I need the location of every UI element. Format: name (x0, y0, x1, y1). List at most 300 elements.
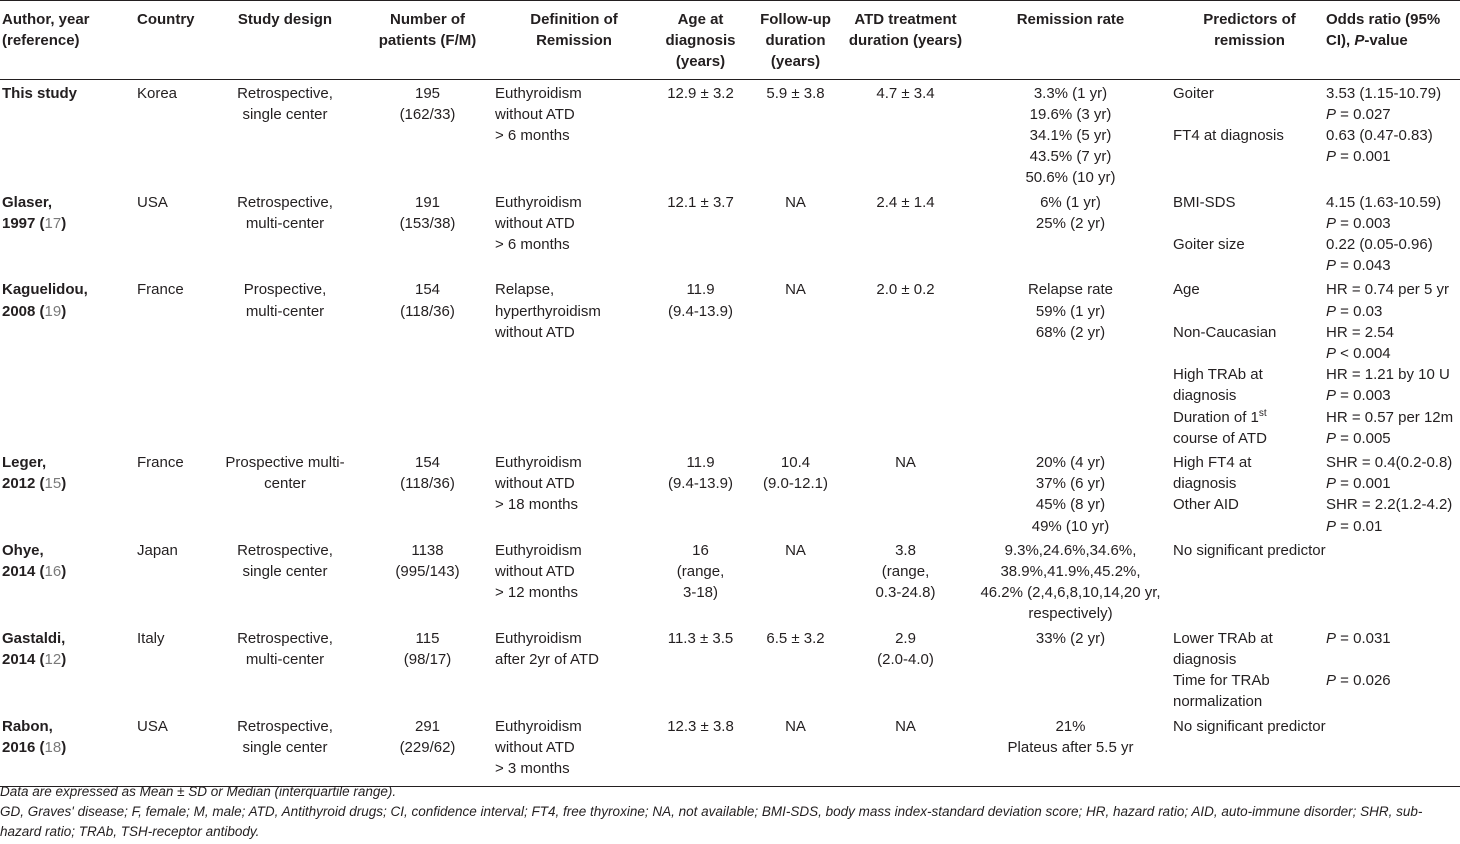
header-remission: Remission rate (968, 1, 1173, 80)
followup-cell-line: NA (785, 541, 806, 559)
author-name: Ohye, (2, 541, 44, 559)
predictor-spacer (1173, 255, 1326, 276)
design-cell-line: multi-center (245, 214, 325, 232)
atd-cell-line: 0.3-24.8) (875, 584, 936, 602)
definition-cell-line: without ATD (495, 738, 575, 756)
country-cell (137, 449, 210, 537)
odds-item (1326, 494, 1460, 536)
country-cell (137, 625, 210, 713)
odds-item (1326, 322, 1460, 364)
header-country: Country (137, 1, 210, 80)
table-footnotes (0, 782, 1460, 842)
p-italic: P (1354, 32, 1365, 50)
age-cell-line: 11.3 ± 3.5 (667, 629, 734, 647)
remission-cell-line: 25% (2 yr) (1035, 214, 1106, 232)
header-age: Age at diagnosis (years) (653, 1, 748, 80)
odds-line: HR = 1.21 by 10 U (1326, 366, 1450, 384)
reference-link[interactable]: 16 (44, 563, 62, 581)
followup-cell (748, 276, 843, 449)
author-name: Glaser, (2, 193, 53, 211)
definition-cell-line: without ATD (495, 214, 575, 232)
age-cell (653, 276, 748, 449)
predictors-cell (1173, 537, 1326, 625)
atd-cell-line: 4.7 ± 3.4 (876, 84, 935, 102)
author-cell (0, 449, 137, 537)
predictor-line: diagnosis (1173, 387, 1237, 405)
predictor-line: Time for TRAb (1173, 672, 1270, 690)
remission-cell-line: 45% (8 yr) (1035, 496, 1106, 514)
table-row (0, 449, 1460, 537)
odds-item (1326, 192, 1460, 234)
predictor-item (1173, 322, 1326, 364)
atd-cell-line: 3.8 (895, 541, 916, 559)
patients-cell-line: (98/17) (403, 650, 452, 668)
remission-cell-line: 21% (1055, 717, 1086, 735)
predictor-line: Goiter (1173, 84, 1214, 102)
followup-cell-line: NA (785, 717, 806, 735)
age-cell-line: (9.4-13.9) (667, 475, 734, 493)
design-cell (210, 276, 360, 449)
definition-cell-line: Euthyroidism (495, 193, 582, 211)
country-cell-line: Japan (137, 541, 178, 559)
remission-cell-line: 50.6% (10 yr) (1025, 169, 1116, 187)
atd-cell-line: 2.9 (895, 629, 916, 647)
definition-cell-line: Euthyroidism (495, 629, 582, 647)
age-cell-line: 3-18) (682, 584, 719, 602)
definition-cell-line: Euthyroidism (495, 454, 582, 472)
predictor-spacer (1173, 343, 1326, 364)
predictor-item (1173, 125, 1326, 167)
definition-cell-line: > 3 months (495, 759, 570, 777)
remission-cell-line: 37% (6 yr) (1035, 475, 1106, 493)
atd-cell (843, 79, 968, 189)
odds-line: SHR = 0.4(0.2-0.8) (1326, 454, 1453, 472)
country-cell (137, 713, 210, 787)
author-cell (0, 713, 137, 787)
patients-cell-line: (153/38) (399, 214, 456, 232)
country-cell-line: France (137, 281, 184, 299)
predictor-spacer (1173, 301, 1326, 322)
header-study-design: Study design (210, 1, 360, 80)
odds-line: P = 0.001 (1326, 475, 1391, 493)
remission-cell-line: 38.9%,41.9%,45.2%, (1000, 563, 1141, 581)
predictors-cell (1173, 713, 1326, 787)
odds-line: P = 0.03 (1326, 302, 1383, 320)
predictor-line: Non-Caucasian (1173, 323, 1277, 341)
remission-cell-line: respectively) (1028, 605, 1113, 623)
age-cell-line: 12.9 ± 3.2 (667, 84, 734, 102)
patients-cell-line: 195 (414, 84, 441, 102)
followup-cell (748, 449, 843, 537)
predictor-line: normalization (1173, 693, 1263, 711)
design-cell-line: Prospective multi- (225, 454, 345, 472)
odds-line: P = 0.043 (1326, 257, 1391, 275)
odds-spacer (1326, 649, 1460, 670)
atd-cell-line: 2.4 ± 1.4 (876, 193, 935, 211)
atd-cell (843, 276, 968, 449)
definition-cell-line: without ATD (495, 563, 575, 581)
odds-line: HR = 2.54 (1326, 323, 1394, 341)
design-cell-line: Retrospective, (237, 193, 333, 211)
remission-cell-line: 3.3% (1 yr) (1033, 84, 1108, 102)
predictor-item (1173, 670, 1326, 712)
author-name: Leger, (2, 454, 47, 472)
predictor-item (1173, 83, 1326, 125)
odds-item (1326, 125, 1460, 167)
odds-line: 0.22 (0.05-0.96) (1326, 236, 1433, 254)
predictor-line: diagnosis (1173, 475, 1237, 493)
odds-line: HR = 0.74 per 5 yr (1326, 281, 1449, 299)
patients-cell (360, 713, 495, 787)
author-name: Gastaldi, (2, 629, 66, 647)
country-cell (137, 276, 210, 449)
age-cell (653, 79, 748, 189)
odds-line: P = 0.01 (1326, 517, 1383, 535)
odds-cell (1326, 276, 1460, 449)
odds-item (1326, 279, 1460, 321)
age-cell (653, 625, 748, 713)
author-cell (0, 276, 137, 449)
definition-cell (495, 276, 653, 449)
predictor-item (1173, 452, 1326, 494)
remission-cell (968, 625, 1173, 713)
predictor-item (1173, 494, 1326, 536)
definition-cell-line: without ATD (495, 323, 575, 341)
remission-cell-line: 34.1% (5 yr) (1029, 127, 1112, 145)
odds-line: P < 0.004 (1326, 345, 1391, 363)
followup-cell (748, 537, 843, 625)
patients-cell-line: (995/143) (395, 563, 460, 581)
table-row (0, 189, 1460, 277)
patients-cell (360, 189, 495, 277)
design-cell-line: Retrospective, (237, 541, 333, 559)
remission-cell-line: 46.2% (2,4,6,8,10,14,20 yr, (980, 584, 1161, 602)
author-cell (0, 79, 137, 189)
predictor-line: Other AID (1173, 496, 1239, 514)
age-cell-line: 11.9 (686, 454, 715, 472)
author-year: 2008 (19) (2, 302, 67, 320)
atd-cell-line: NA (895, 454, 916, 472)
footnote-abbreviations: GD, Graves' disease; F, female; M, male; ATD, Antithyroid drugs; CI, confidence interval; FT4, free thyroxine; NA, not available; BMI-SDS, body mass index-standard deviation score; HR, hazard ratio; AID, auto-immune disorder; SHR, sub-hazard ratio; TRAb, TSH-receptor antibody. (0, 804, 1423, 839)
atd-cell-line: (range, (881, 563, 930, 581)
patients-cell (360, 625, 495, 713)
odds-line: P = 0.005 (1326, 429, 1391, 447)
header-patients: Number of patients (F/M) (360, 1, 495, 80)
predictor-item (1173, 716, 1326, 737)
design-cell (210, 625, 360, 713)
table-row (0, 537, 1460, 625)
odds-line: SHR = 2.2(1.2-4.2) (1326, 496, 1453, 514)
predictor-item (1173, 407, 1326, 449)
remission-cell-line: Relapse rate (1027, 281, 1114, 299)
odds-line: P = 0.003 (1326, 387, 1391, 405)
patients-cell-line: 154 (414, 454, 441, 472)
odds-line: P = 0.027 (1326, 105, 1391, 123)
atd-cell (843, 189, 968, 277)
design-cell-line: Retrospective, (237, 84, 333, 102)
predictors-cell (1173, 276, 1326, 449)
patients-cell-line: (229/62) (399, 738, 456, 756)
remission-cell-line: 6% (1 yr) (1040, 193, 1101, 211)
definition-cell-line: > 6 months (495, 127, 570, 145)
table-row (0, 79, 1460, 189)
predictor-spacer (1173, 213, 1326, 234)
predictor-line: High TRAb at (1173, 366, 1263, 384)
design-cell-line: multi-center (245, 650, 325, 668)
author-year: 2016 (18) (2, 738, 67, 756)
odds-cell (1326, 713, 1460, 787)
age-cell-line: 16 (692, 541, 709, 559)
definition-cell (495, 79, 653, 189)
design-cell-line: Prospective, (243, 281, 327, 299)
patients-cell-line: 291 (414, 717, 441, 735)
design-cell (210, 79, 360, 189)
predictor-line: Lower TRAb at (1173, 629, 1273, 647)
design-cell (210, 713, 360, 787)
followup-cell-line: 6.5 ± 3.2 (766, 629, 825, 647)
author-year: 1997 (17) (2, 214, 67, 232)
odds-item (1326, 83, 1460, 125)
remission-cell-line: 19.6% (3 yr) (1029, 105, 1112, 123)
design-cell-line: center (264, 475, 306, 493)
patients-cell (360, 276, 495, 449)
predictor-line: Goiter size (1173, 236, 1245, 254)
odds-line: 0.63 (0.47-0.83) (1326, 127, 1433, 145)
definition-cell-line: without ATD (495, 475, 575, 493)
definition-cell (495, 713, 653, 787)
age-cell-line: 11.9 (686, 281, 715, 299)
patients-cell (360, 449, 495, 537)
definition-cell (495, 189, 653, 277)
country-cell (137, 79, 210, 189)
author-name: Kaguelidou, (2, 281, 88, 299)
design-cell-line: single center (242, 563, 328, 581)
definition-cell-line: > 12 months (495, 584, 578, 602)
patients-cell-line: 191 (414, 193, 441, 211)
odds-line: 4.15 (1.63-10.59) (1326, 193, 1442, 211)
age-cell-line: (range, (676, 563, 725, 581)
definition-cell-line: after 2yr of ATD (495, 650, 599, 668)
age-cell (653, 189, 748, 277)
predictors-cell (1173, 79, 1326, 189)
odds-line: P = 0.026 (1326, 672, 1391, 690)
followup-cell (748, 189, 843, 277)
author-year: 2014 (12) (2, 650, 67, 668)
remission-cell (968, 537, 1173, 625)
odds-cell (1326, 625, 1460, 713)
author-cell (0, 189, 137, 277)
age-cell-line: (9.4-13.9) (667, 302, 734, 320)
atd-cell-line: NA (895, 717, 916, 735)
remission-cell-line: 9.3%,24.6%,34.6%, (1004, 541, 1137, 559)
country-cell-line: France (137, 454, 184, 472)
definition-cell (495, 537, 653, 625)
predictor-item (1173, 234, 1326, 276)
reference-link[interactable]: 17 (44, 214, 62, 232)
predictor-line: FT4 at diagnosis (1173, 127, 1284, 145)
predictor-item (1173, 540, 1326, 561)
definition-cell-line: > 6 months (495, 236, 570, 254)
remission-cell-line: 20% (4 yr) (1035, 454, 1106, 472)
odds-spacer (1326, 691, 1460, 712)
country-cell-line: USA (137, 193, 168, 211)
country-cell (137, 189, 210, 277)
table-body (0, 79, 1460, 787)
definition-cell-line: without ATD (495, 105, 575, 123)
predictor-line: diagnosis (1173, 650, 1237, 668)
predictors-cell (1173, 625, 1326, 713)
definition-cell (495, 625, 653, 713)
author-name: Rabon, (2, 717, 53, 735)
predictor-line: Age (1173, 281, 1200, 299)
table-row (0, 276, 1460, 449)
predictor-line: No significant predictor (1173, 541, 1326, 559)
design-cell-line: single center (242, 738, 328, 756)
age-cell (653, 713, 748, 787)
remission-cell (968, 189, 1173, 277)
remission-cell (968, 276, 1173, 449)
odds-item (1326, 628, 1460, 670)
odds-cell (1326, 537, 1460, 625)
followup-cell (748, 79, 843, 189)
age-cell (653, 537, 748, 625)
reference-link[interactable]: 18 (44, 738, 62, 756)
remission-cell-line: 59% (1 yr) (1035, 302, 1106, 320)
definition-cell-line: hyperthyroidism (495, 302, 601, 320)
odds-item (1326, 407, 1460, 449)
author-cell (0, 537, 137, 625)
predictor-spacer (1173, 146, 1326, 167)
remission-cell-line: 43.5% (7 yr) (1029, 148, 1112, 166)
atd-cell (843, 449, 968, 537)
patients-cell-line: (118/36) (400, 302, 455, 320)
footnote-data-expression: Data are expressed as Mean ± SD or Median (interquartile range). (0, 784, 397, 799)
followup-cell-line: (9.0-12.1) (762, 475, 829, 493)
predictor-spacer (1173, 516, 1326, 537)
predictor-item (1173, 279, 1326, 321)
definition-cell (495, 449, 653, 537)
definition-cell-line: Relapse, (495, 281, 555, 299)
header-followup: Follow-up duration (years) (748, 1, 843, 80)
predictor-line: course of ATD (1173, 429, 1267, 447)
patients-cell-line: 154 (414, 281, 441, 299)
followup-cell-line: NA (785, 193, 806, 211)
age-cell (653, 449, 748, 537)
predictor-item (1173, 192, 1326, 234)
patients-cell-line: 1138 (411, 541, 444, 559)
design-cell (210, 189, 360, 277)
predictor-item (1173, 364, 1326, 406)
odds-line: P = 0.031 (1326, 629, 1391, 647)
design-cell (210, 537, 360, 625)
design-cell-line: single center (242, 105, 328, 123)
age-cell-line: 12.1 ± 3.7 (667, 193, 734, 211)
followup-cell-line: 5.9 ± 3.8 (766, 84, 825, 102)
design-cell-line: Retrospective, (237, 629, 333, 647)
author-cell (0, 625, 137, 713)
odds-line: HR = 0.57 per 12m (1326, 408, 1454, 426)
remission-cell-line: 68% (2 yr) (1035, 323, 1106, 341)
patients-cell-line: 115 (415, 629, 440, 647)
atd-cell (843, 625, 968, 713)
remission-cell (968, 79, 1173, 189)
patients-cell-line: (118/36) (400, 475, 455, 493)
patients-cell (360, 79, 495, 189)
header-author: Author, year (reference) (0, 1, 137, 80)
odds-cell (1326, 449, 1460, 537)
atd-cell-line: 2.0 ± 0.2 (876, 281, 935, 299)
odds-cell (1326, 79, 1460, 189)
predictor-spacer (1173, 104, 1326, 125)
odds-item (1326, 364, 1460, 406)
reference-link[interactable]: 19 (44, 302, 62, 320)
country-cell-line: Korea (137, 84, 178, 102)
header-odds: Odds ratio (95% CI), P-value (1326, 1, 1460, 80)
country-cell-line: USA (137, 717, 168, 735)
odds-line: P = 0.003 (1326, 214, 1391, 232)
definition-cell-line: > 18 months (495, 496, 578, 514)
followup-cell (748, 713, 843, 787)
definition-cell-line: Euthyroidism (495, 84, 582, 102)
header-definition: Definition of Remission (495, 1, 653, 80)
design-cell-line: Retrospective, (237, 717, 333, 735)
country-cell (137, 537, 210, 625)
author-year: 2012 (15) (2, 475, 67, 493)
atd-cell (843, 537, 968, 625)
odds-item (1326, 670, 1460, 712)
odds-cell (1326, 189, 1460, 277)
predictor-line: BMI-SDS (1173, 193, 1236, 211)
author-name: This study (2, 84, 78, 102)
predictor-line: High FT4 at (1173, 454, 1252, 472)
header-atd: ATD treatment duration (years) (843, 1, 968, 80)
reference-link[interactable]: 12 (44, 650, 62, 668)
country-cell-line: Italy (137, 629, 165, 647)
design-cell-line: multi-center (245, 302, 325, 320)
header-predictors: Predictors of remission (1173, 1, 1326, 80)
remission-cell-line: 49% (10 yr) (1031, 517, 1110, 535)
reference-link[interactable]: 15 (44, 475, 62, 493)
patients-cell-line: (162/33) (399, 105, 456, 123)
definition-cell-line: Euthyroidism (495, 541, 582, 559)
remission-cell-line: 33% (2 yr) (1035, 629, 1106, 647)
remission-cell (968, 449, 1173, 537)
odds-line: 3.53 (1.15-10.79) (1326, 84, 1442, 102)
predictors-cell (1173, 449, 1326, 537)
followup-cell (748, 625, 843, 713)
definition-cell-line: Euthyroidism (495, 717, 582, 735)
age-cell-line: 12.3 ± 3.8 (667, 717, 734, 735)
predictor-item (1173, 628, 1326, 670)
followup-cell-line: 10.4 (780, 454, 811, 472)
odds-item (1326, 234, 1460, 276)
odds-line: P = 0.001 (1326, 148, 1391, 166)
followup-cell-line: NA (785, 281, 806, 299)
design-cell (210, 449, 360, 537)
atd-cell-line: (2.0-4.0) (877, 650, 934, 668)
odds-item (1326, 452, 1460, 494)
remission-cell (968, 713, 1173, 787)
table-row (0, 713, 1460, 787)
predictor-line: Duration of 1st (1173, 407, 1267, 426)
predictors-cell (1173, 189, 1326, 277)
table-row (0, 625, 1460, 713)
remission-cell-line: Plateus after 5.5 yr (1007, 738, 1134, 756)
predictor-line: No significant predictor (1173, 717, 1326, 735)
atd-cell (843, 713, 968, 787)
author-year: 2014 (16) (2, 563, 67, 581)
header-row (0, 1, 1460, 80)
